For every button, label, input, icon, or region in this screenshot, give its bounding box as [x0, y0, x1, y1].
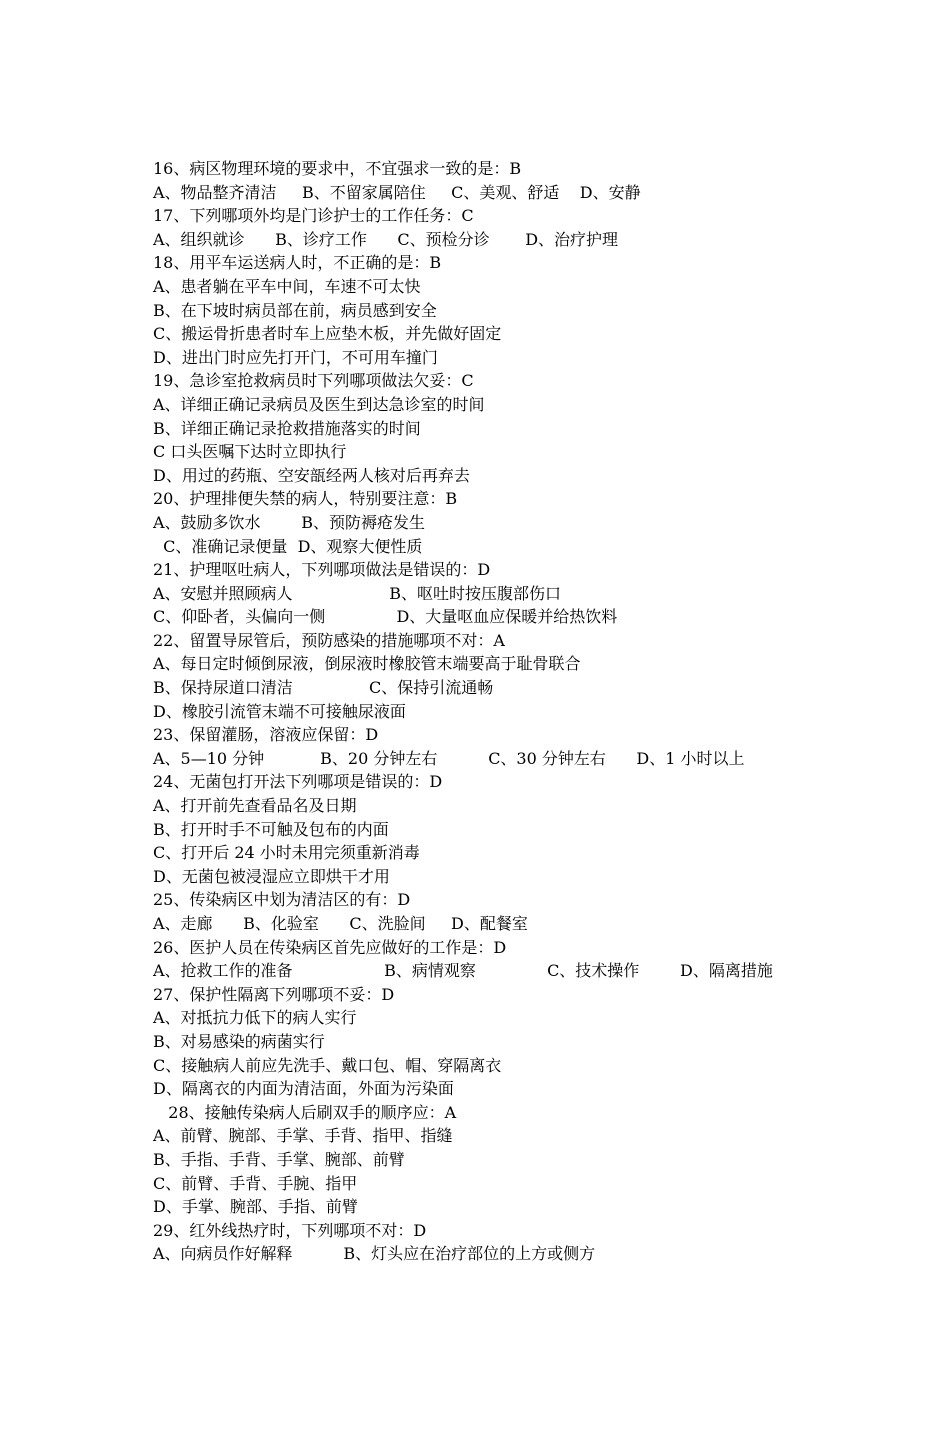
question-21-options-cd: C、仰卧者，头偏向一侧 D、大量呕血应保暖并给热饮料	[153, 607, 618, 627]
question-24-option-d: D、无菌包被浸湿应立即烘干才用	[153, 866, 390, 886]
question-22: 22、留置导尿管后，预防感染的措施哪项不对：A	[153, 630, 505, 650]
question-24: 24、无菌包打开法下列哪项是错误的：D	[153, 772, 443, 792]
question-18: 18、用平车运送病人时，不正确的是：B	[153, 253, 442, 273]
question-23-options: A、5—10 分钟 B、20 分钟左右 C、30 分钟左右 D、1 小时以上	[153, 748, 745, 768]
question-22-option-a: A、每日定时倾倒尿液，倒尿液时橡胶管末端要高于耻骨联合	[153, 654, 581, 674]
question-19-option-c: C 口头医嘱下达时立即执行	[153, 442, 347, 462]
question-22-options-bc: B、保持尿道口清洁 C、保持引流通畅	[153, 678, 494, 698]
question-19-option-a: A、详细正确记录病员及医生到达急诊室的时间	[153, 394, 485, 414]
question-25: 25、传染病区中划为清洁区的有：D	[153, 890, 411, 910]
question-23: 23、保留灌肠，溶液应保留：D	[153, 725, 379, 745]
question-16-options: A、物品整齐清洁 B、不留家属陪住 C、美观、舒适 D、安静	[153, 182, 641, 202]
question-21: 21、护理呕吐病人，下列哪项做法是错误的：D	[153, 560, 491, 580]
question-22-option-d: D、橡胶引流管末端不可接触尿液面	[153, 701, 406, 721]
question-27-option-d: D、隔离衣的内面为清洁面，外面为污染面	[153, 1079, 454, 1099]
question-16: 16、病区物理环境的要求中，不宜强求一致的是：B	[153, 159, 522, 178]
question-18-option-c: C、搬运骨折患者时车上应垫木板，并先做好固定	[153, 324, 502, 344]
question-27-option-c: C、接触病人前应先洗手、戴口包、帽、穿隔离衣	[153, 1055, 502, 1075]
question-17: 17、下列哪项外均是门诊护士的工作任务：C	[153, 206, 474, 226]
question-26: 26、医护人员在传染病区首先应做好的工作是：D	[153, 937, 507, 957]
question-20-options-cd: C、准确记录便量 D、观察大便性质	[153, 536, 423, 556]
question-28: 28、接触传染病人后刷双手的顺序应：A	[153, 1102, 457, 1122]
question-19-option-b: B、详细正确记录抢救措施落实的时间	[153, 418, 421, 438]
question-18-option-d: D、进出门时应先打开门，不可用车撞门	[153, 347, 438, 367]
question-25-options: A、走廊 B、化验室 C、洗脸间 D、配餐室	[153, 914, 528, 933]
question-21-options-ab: A、安慰并照顾病人 B、呕吐时按压腹部伤口	[153, 583, 561, 603]
question-28-option-a: A、前臂、腕部、手掌、手背、指甲、指缝	[153, 1126, 453, 1146]
question-29: 29、红外线热疗时，下列哪项不对：D	[153, 1220, 427, 1240]
question-28-option-c: C、前臂、手背、手腕、指甲	[153, 1173, 358, 1193]
question-24-option-b: B、打开时手不可触及包布的内面	[153, 819, 389, 839]
question-27-option-b: B、对易感染的病菌实行	[153, 1031, 325, 1051]
question-19: 19、急诊室抢救病员时下列哪项做法欠妥：C	[153, 371, 474, 391]
question-18-option-b: B、在下坡时病员部在前，病员感到安全	[153, 300, 437, 320]
question-text-block	[153, 157, 873, 1266]
question-27: 27、保护性隔离下列哪项不妥：D	[153, 984, 395, 1004]
question-20: 20、护理排便失禁的病人，特别要注意：B	[153, 489, 458, 509]
question-29-options-ab: A、向病员作好解释 B、灯头应在治疗部位的上方或侧方	[153, 1244, 596, 1264]
question-20-options-ab: A、鼓励多饮水 B、预防褥疮发生	[153, 512, 426, 532]
question-28-option-d: D、手掌、腕部、手指、前臂	[153, 1197, 358, 1217]
question-17-options: A、组织就诊 B、诊疗工作 C、预检分诊 D、治疗护理	[153, 229, 619, 249]
question-19-option-d: D、用过的药瓶、空安瓿经两人核对后再弃去	[153, 465, 470, 485]
question-28-option-b: B、手指、手背、手掌、腕部、前臂	[153, 1149, 405, 1169]
question-24-option-a: A、打开前先查看品名及日期	[153, 796, 357, 816]
question-24-option-c: C、打开后 24 小时未用完须重新消毒	[153, 843, 420, 863]
question-18-option-a: A、患者躺在平车中间，车速不可太快	[153, 276, 421, 296]
question-26-options: A、抢救工作的准备 B、病情观察 C、技术操作 D、隔离措施	[153, 961, 773, 981]
question-27-option-a: A、对抵抗力低下的病人实行	[153, 1008, 357, 1028]
